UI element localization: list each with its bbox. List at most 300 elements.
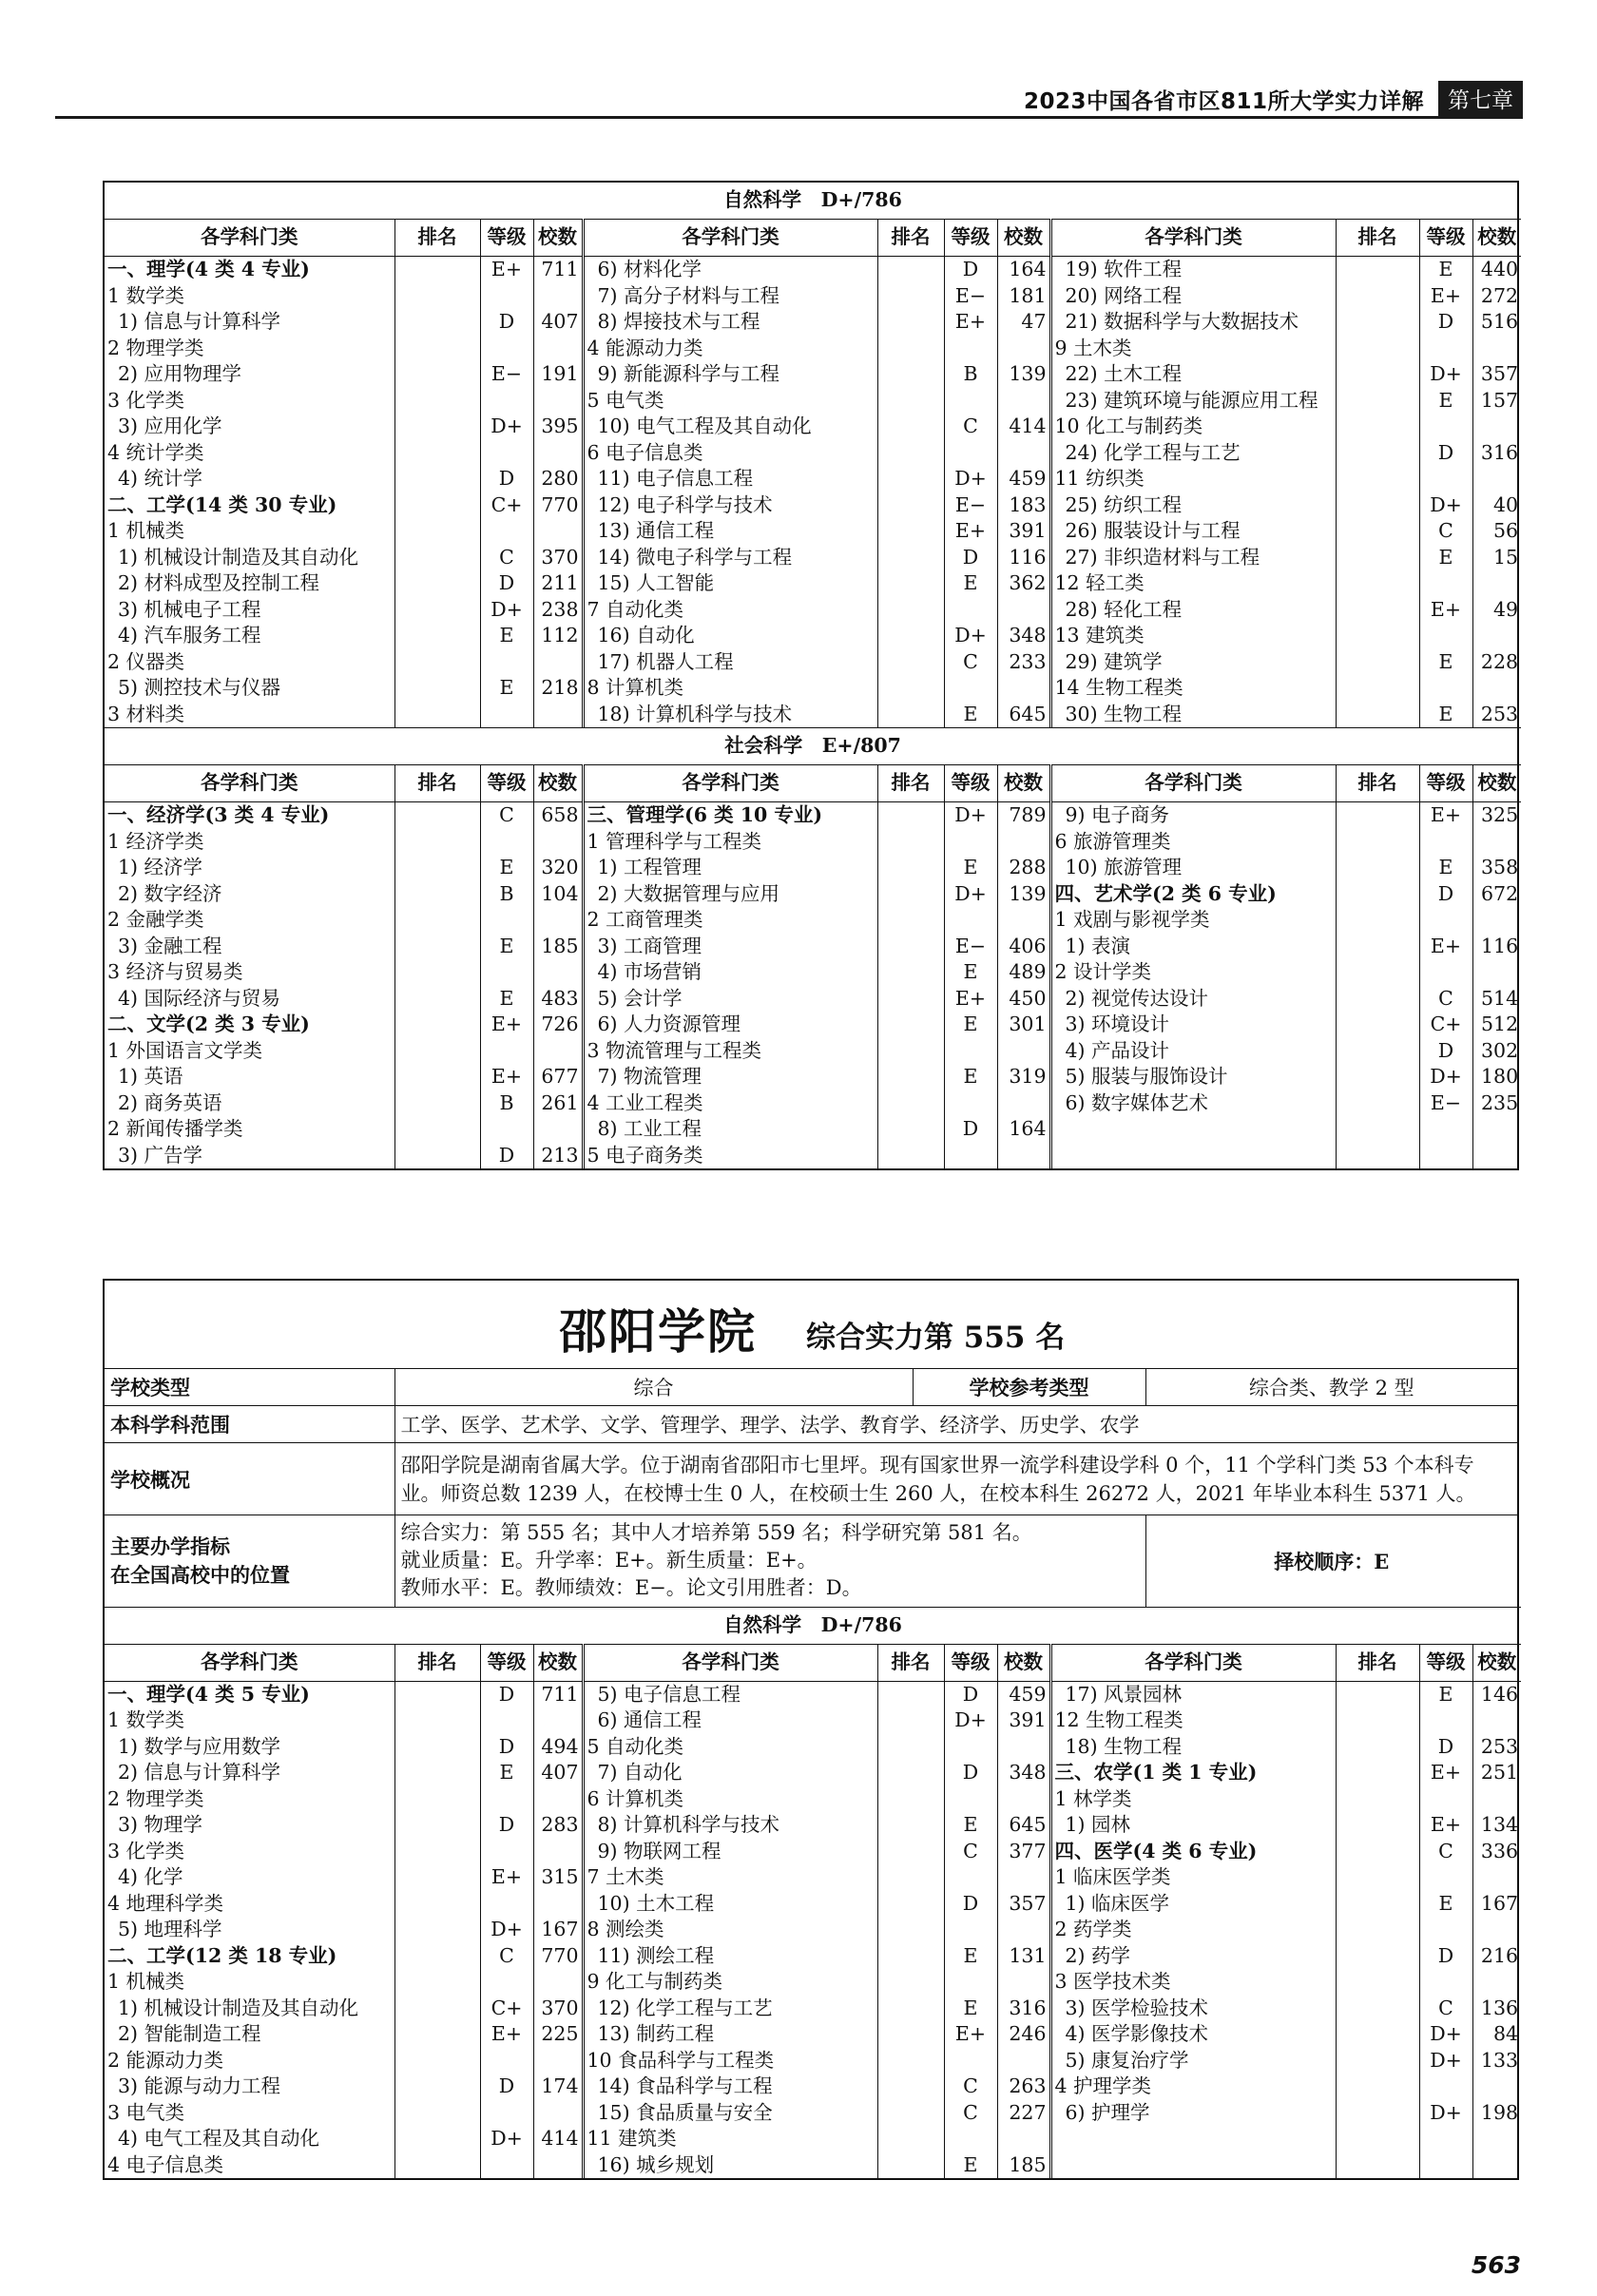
school-count-cell: 84 xyxy=(1472,2021,1521,2048)
grade-cell: D xyxy=(1419,1038,1472,1065)
grade-cell: E+ xyxy=(1419,1812,1472,1839)
ref-type-value: 综合类、教学 2 型 xyxy=(1145,1369,1517,1406)
subject-name: 7) 高分子材料与工程 xyxy=(583,283,877,310)
grade-cell: E+ xyxy=(944,2021,997,2048)
grade-cell: E xyxy=(944,2152,997,2179)
table-row xyxy=(105,1839,1521,1865)
school-count-cell: 370 xyxy=(533,545,583,571)
subject-name xyxy=(1050,2126,1336,2152)
grade-cell: E xyxy=(1419,545,1472,571)
subject-name: 10) 电气工程及其自动化 xyxy=(583,414,877,440)
rank-cell xyxy=(394,1812,480,1839)
school-count-cell: 139 xyxy=(997,881,1050,908)
rank-cell xyxy=(1336,2100,1419,2127)
rank-cell xyxy=(1336,570,1419,597)
subject-name: 2) 应用物理学 xyxy=(118,362,242,385)
column-header-grade: 等级 xyxy=(1419,220,1472,257)
column-header-category: 各学科门类 xyxy=(105,765,394,802)
grade-cell: E+ xyxy=(944,309,997,336)
subject-name: 三、农学(1 类 1 专业) xyxy=(1050,1760,1336,1786)
school-count-cell xyxy=(1472,1864,1521,1891)
rank-cell xyxy=(1336,802,1419,829)
rank-cell xyxy=(1336,414,1419,440)
grade-cell xyxy=(944,597,997,624)
grade-cell: E+ xyxy=(480,257,533,283)
subject-name: 2 新闻传播学类 xyxy=(107,1117,243,1140)
rank-cell xyxy=(877,492,944,519)
grade-cell xyxy=(480,1839,533,1865)
grade-cell: D+ xyxy=(1419,1064,1472,1090)
grade-cell: E+ xyxy=(480,1864,533,1891)
rank-cell xyxy=(877,2126,944,2152)
grade-cell: E xyxy=(944,570,997,597)
table-row xyxy=(105,361,1521,388)
rank-cell xyxy=(877,2074,944,2100)
rank-cell xyxy=(394,545,480,571)
rank-cell xyxy=(394,1681,480,1708)
school-count-cell: 770 xyxy=(533,1943,583,1970)
subject-name: 12) 化学工程与工艺 xyxy=(583,1996,877,2022)
grade-cell xyxy=(1419,2152,1472,2179)
rank-cell xyxy=(877,1734,944,1761)
grade-cell: C xyxy=(480,1943,533,1970)
rank-cell xyxy=(877,1760,944,1786)
rank-cell xyxy=(1336,1917,1419,1943)
grade-cell: D xyxy=(1419,440,1472,467)
header-rule xyxy=(55,116,1523,119)
grade-cell: D xyxy=(480,2074,533,2100)
school-count-cell: 233 xyxy=(997,649,1050,676)
grade-cell xyxy=(944,388,997,415)
indicator-line-1: 综合实力：第 555 名；其中人才培养第 559 名；科学研究第 581 名。 xyxy=(400,1521,1032,1545)
previous-university-table xyxy=(103,181,1519,1170)
rank-cell xyxy=(394,907,480,934)
grade-cell xyxy=(944,440,997,467)
subject-name: 8 计算机类 xyxy=(583,675,877,702)
grade-cell: C xyxy=(1419,1839,1472,1865)
rank-cell xyxy=(1336,907,1419,934)
subject-name: 3 化学类 xyxy=(107,1839,185,1862)
table-row xyxy=(105,802,1521,829)
school-count-cell xyxy=(533,283,583,310)
grade-cell xyxy=(1419,1116,1472,1143)
column-header-category: 各学科门类 xyxy=(1050,765,1336,802)
school-count-cell: 251 xyxy=(1472,1760,1521,1786)
subject-name: 1 机械类 xyxy=(107,1970,185,1993)
table-row xyxy=(105,597,1521,624)
grade-cell xyxy=(1419,336,1472,362)
school-count-cell xyxy=(997,1917,1050,1943)
school-count-cell xyxy=(533,2100,583,2127)
subject-name: 3) 环境设计 xyxy=(1050,1012,1336,1038)
rank-cell xyxy=(1336,959,1419,986)
school-count-cell: 40 xyxy=(1472,492,1521,519)
subject-name: 7) 自动化 xyxy=(583,1760,877,1786)
rank-cell xyxy=(1336,518,1419,545)
subject-name: 3) 工商管理 xyxy=(583,934,877,960)
rank-cell xyxy=(1336,1943,1419,1970)
subject-name: 23) 建筑环境与能源应用工程 xyxy=(1050,388,1336,415)
table-body xyxy=(105,257,1521,728)
subject-name: 5) 服装与服饰设计 xyxy=(1050,1064,1336,1090)
indicator-line-3: 教师水平：E。教师绩效：E−。论文引用胜者：D。 xyxy=(400,1576,862,1600)
school-count-cell: 131 xyxy=(997,1943,1050,1970)
grade-cell: D+ xyxy=(1419,2100,1472,2127)
subject-name: 2 能源动力类 xyxy=(107,2048,224,2072)
rank-cell xyxy=(394,675,480,702)
rank-cell xyxy=(877,2100,944,2127)
subject-name: 2) 智能制造工程 xyxy=(118,2022,261,2045)
rank-cell xyxy=(394,1839,480,1865)
rank-cell xyxy=(1336,2126,1419,2152)
grade-cell: E− xyxy=(944,934,997,960)
subject-name: 4 护理学类 xyxy=(1050,2074,1336,2100)
school-count-cell: 185 xyxy=(997,2152,1050,2179)
subject-name: 4) 医学影像技术 xyxy=(1050,2021,1336,2048)
grade-cell: D+ xyxy=(944,623,997,649)
school-count-cell xyxy=(1472,466,1521,492)
subject-name: 3) 机械电子工程 xyxy=(118,597,261,621)
column-header-rank: 排名 xyxy=(877,1644,944,1681)
subject-name: 24) 化学工程与工艺 xyxy=(1050,440,1336,467)
subject-name: 10 化工与制药类 xyxy=(1050,414,1336,440)
subject-name: 18) 计算机科学与技术 xyxy=(583,702,877,728)
grade-cell: D+ xyxy=(480,2126,533,2152)
table-row xyxy=(105,829,1521,856)
grade-cell: C xyxy=(1419,986,1472,1013)
table-row xyxy=(105,934,1521,960)
school-count-cell: 711 xyxy=(533,257,583,283)
table-body xyxy=(105,802,1521,1169)
school-count-cell: 167 xyxy=(1472,1891,1521,1918)
rank-cell xyxy=(394,361,480,388)
school-count-cell: 302 xyxy=(1472,1038,1521,1065)
school-count-cell: 238 xyxy=(533,597,583,624)
subject-name: 9) 电子商务 xyxy=(1050,802,1336,829)
rank-cell xyxy=(1336,492,1419,519)
school-count-cell: 319 xyxy=(997,1064,1050,1090)
rank-cell xyxy=(394,855,480,881)
school-count-cell: 320 xyxy=(533,855,583,881)
subject-name: 一、理学(4 类 4 专业) xyxy=(107,258,310,280)
rank-cell xyxy=(1336,1864,1419,1891)
rank-cell xyxy=(1336,649,1419,676)
rank-cell xyxy=(1336,1708,1419,1734)
column-header-count: 校数 xyxy=(533,220,583,257)
rank-cell xyxy=(1336,257,1419,283)
column-header-rank: 排名 xyxy=(1336,765,1419,802)
grade-cell xyxy=(1419,2074,1472,2100)
table-row xyxy=(105,959,1521,986)
rank-cell xyxy=(394,2100,480,2127)
table-row xyxy=(105,440,1521,467)
rank-cell xyxy=(877,959,944,986)
subject-name: 6) 护理学 xyxy=(1050,2100,1336,2127)
column-header-count: 校数 xyxy=(997,765,1050,802)
school-count-cell: 112 xyxy=(533,623,583,649)
rank-cell xyxy=(877,361,944,388)
school-count-cell xyxy=(1472,414,1521,440)
school-count-cell: 283 xyxy=(533,1812,583,1839)
grade-cell: E xyxy=(944,702,997,728)
subject-name: 12 轻工类 xyxy=(1050,570,1336,597)
column-header-rank: 排名 xyxy=(877,765,944,802)
subject-name: 二、工学(12 类 18 专业) xyxy=(107,1943,337,1967)
school-count-cell xyxy=(533,1038,583,1065)
table-row xyxy=(105,2100,1521,2127)
school-count-cell xyxy=(997,336,1050,362)
column-header-grade: 等级 xyxy=(944,765,997,802)
school-count-cell: 377 xyxy=(997,1839,1050,1865)
rank-cell xyxy=(394,934,480,960)
school-count-cell xyxy=(997,2126,1050,2152)
subject-name: 11) 电子信息工程 xyxy=(583,466,877,492)
subject-name: 一、理学(4 类 5 专业) xyxy=(107,1682,310,1706)
rank-cell xyxy=(1336,388,1419,415)
school-count-cell: 336 xyxy=(1472,1839,1521,1865)
rank-cell xyxy=(877,1812,944,1839)
university-name: 邵阳学院 xyxy=(559,1303,757,1360)
grade-cell xyxy=(1419,907,1472,934)
rank-cell xyxy=(394,1969,480,1996)
subject-name: 1) 经济学 xyxy=(118,856,203,878)
grade-cell xyxy=(1419,2126,1472,2152)
subject-name: 5) 康复治疗学 xyxy=(1050,2048,1336,2074)
table-row xyxy=(105,907,1521,934)
table-row xyxy=(105,309,1521,336)
grade-cell xyxy=(944,2126,997,2152)
grade-cell: E xyxy=(944,1943,997,1970)
column-header-grade: 等级 xyxy=(480,765,533,802)
school-count-cell: 47 xyxy=(997,309,1050,336)
school-count-cell xyxy=(997,2048,1050,2074)
table-row xyxy=(105,1116,1521,1143)
subject-name: 9) 物联网工程 xyxy=(583,1839,877,1865)
school-count-cell xyxy=(533,1116,583,1143)
rank-cell xyxy=(1336,283,1419,310)
table-row xyxy=(105,414,1521,440)
school-count-cell: 395 xyxy=(533,414,583,440)
table-row xyxy=(105,466,1521,492)
grade-cell xyxy=(1419,1864,1472,1891)
rank-cell xyxy=(394,802,480,829)
rank-cell xyxy=(394,309,480,336)
university-natural-science-table xyxy=(105,1607,1521,2179)
grade-cell: D xyxy=(480,1143,533,1169)
subject-name: 1 临床医学类 xyxy=(1050,1864,1336,1891)
rank-cell xyxy=(1336,1839,1419,1865)
type-value: 综合 xyxy=(394,1369,913,1406)
subject-name: 5) 测控技术与仪器 xyxy=(118,676,281,699)
rank-cell xyxy=(394,1996,480,2022)
grade-cell xyxy=(480,518,533,545)
school-count-cell: 253 xyxy=(1472,702,1521,728)
rank-cell xyxy=(1336,1038,1419,1065)
school-count-cell: 414 xyxy=(997,414,1050,440)
subject-name: 11) 测绘工程 xyxy=(583,1943,877,1970)
grade-cell: E xyxy=(1419,649,1472,676)
subject-name: 3) 物理学 xyxy=(118,1813,203,1836)
subject-name: 1 经济学类 xyxy=(107,829,204,853)
subject-name: 4) 电气工程及其自动化 xyxy=(118,2127,320,2150)
rank-cell xyxy=(1336,2074,1419,2100)
column-header-grade: 等级 xyxy=(480,220,533,257)
school-count-cell: 391 xyxy=(997,1708,1050,1734)
grade-cell xyxy=(480,2152,533,2179)
rank-cell xyxy=(1336,545,1419,571)
rank-cell xyxy=(1336,1734,1419,1761)
grade-cell xyxy=(1419,414,1472,440)
subject-name: 2 物理学类 xyxy=(107,1786,204,1810)
grade-cell xyxy=(944,1090,997,1117)
subject-name: 8) 计算机科学与技术 xyxy=(583,1812,877,1839)
column-header-grade: 等级 xyxy=(1419,1644,1472,1681)
subject-name: 1 数学类 xyxy=(107,1708,185,1731)
rank-cell xyxy=(877,2152,944,2179)
school-count-cell: 514 xyxy=(1472,986,1521,1013)
social-science-band: 社会科学 E+/807 xyxy=(105,728,1521,765)
subject-name: 1 林学类 xyxy=(1050,1786,1336,1813)
grade-cell xyxy=(1419,1143,1472,1169)
school-count-cell: 15 xyxy=(1472,545,1521,571)
subject-name: 二、文学(2 类 3 专业) xyxy=(107,1013,310,1035)
grade-cell: E xyxy=(944,1012,997,1038)
school-count-cell: 288 xyxy=(997,855,1050,881)
grade-cell: D xyxy=(480,1734,533,1761)
school-count-cell: 280 xyxy=(533,466,583,492)
grade-cell xyxy=(944,675,997,702)
subject-name: 3 经济与贸易类 xyxy=(107,960,243,983)
school-count-cell: 198 xyxy=(1472,2100,1521,2127)
column-header-rank: 排名 xyxy=(877,220,944,257)
rank-cell xyxy=(877,881,944,908)
subject-name: 10) 土木工程 xyxy=(583,1891,877,1918)
table-row xyxy=(105,1012,1521,1038)
column-header-count: 校数 xyxy=(533,765,583,802)
subject-name: 7) 物流管理 xyxy=(583,1064,877,1090)
natural-science-band: 自然科学 D+/786 xyxy=(105,1607,1521,1644)
rank-cell xyxy=(394,2074,480,2100)
grade-cell: D+ xyxy=(944,466,997,492)
rank-cell xyxy=(394,518,480,545)
subject-name: 2) 大数据管理与应用 xyxy=(583,881,877,908)
subject-name: 1 戏剧与影视学类 xyxy=(1050,907,1336,934)
school-count-cell xyxy=(533,336,583,362)
subject-name: 1) 园林 xyxy=(1050,1812,1336,1839)
rank-cell xyxy=(394,492,480,519)
column-header-rank: 排名 xyxy=(394,1644,480,1681)
grade-cell: E xyxy=(944,1996,997,2022)
grade-cell: D xyxy=(1419,881,1472,908)
rank-cell xyxy=(394,1012,480,1038)
school-count-cell: 370 xyxy=(533,1996,583,2022)
school-count-cell: 104 xyxy=(533,881,583,908)
school-count-cell xyxy=(997,1734,1050,1761)
rank-cell xyxy=(394,2126,480,2152)
subject-name: 4 电子信息类 xyxy=(107,2152,224,2176)
column-header-count: 校数 xyxy=(533,1644,583,1681)
rank-cell xyxy=(877,1064,944,1090)
table-row xyxy=(105,1760,1521,1786)
subject-name: 1 管理科学与工程类 xyxy=(583,829,877,856)
grade-cell: E− xyxy=(480,361,533,388)
indicator-line-2: 就业质量：E。升学率：E+。新生质量：E+。 xyxy=(400,1549,818,1572)
school-count-cell: 407 xyxy=(533,1760,583,1786)
university-header xyxy=(105,1281,1517,1369)
subject-name: 5) 会计学 xyxy=(583,986,877,1013)
grade-cell: D xyxy=(480,570,533,597)
choice-order: 择校顺序：E xyxy=(1145,1515,1517,1607)
rank-cell xyxy=(877,388,944,415)
column-header-category: 各学科门类 xyxy=(583,1644,877,1681)
rank-cell xyxy=(877,802,944,829)
column-header-row xyxy=(105,765,1521,802)
grade-cell: E+ xyxy=(944,518,997,545)
grade-cell: E+ xyxy=(480,1064,533,1090)
grade-cell: E xyxy=(944,959,997,986)
subject-name: 13) 通信工程 xyxy=(583,518,877,545)
rank-cell xyxy=(877,570,944,597)
subject-name: 3) 能源与动力工程 xyxy=(118,2074,281,2097)
grade-cell: E xyxy=(480,934,533,960)
grade-cell xyxy=(480,336,533,362)
subject-name: 1) 信息与计算科学 xyxy=(118,310,281,333)
rank-cell xyxy=(394,1143,480,1169)
rank-cell xyxy=(394,881,480,908)
subject-name: 二、工学(14 类 30 专业) xyxy=(107,492,337,516)
rank-cell xyxy=(877,855,944,881)
subject-name: 1 外国语言文学类 xyxy=(107,1038,263,1062)
rank-cell xyxy=(394,1917,480,1943)
grade-cell: D xyxy=(480,309,533,336)
grade-cell: E+ xyxy=(1419,1760,1472,1786)
subject-name: 14) 微电子科学与工程 xyxy=(583,545,877,571)
subject-name: 19) 软件工程 xyxy=(1050,257,1336,283)
subject-name: 2 金融学类 xyxy=(107,908,204,931)
school-count-cell: 316 xyxy=(997,1996,1050,2022)
school-count-cell: 301 xyxy=(997,1012,1050,1038)
rank-cell xyxy=(394,1064,480,1090)
rank-cell xyxy=(1336,1116,1419,1143)
rank-cell xyxy=(877,545,944,571)
subject-name: 27) 非织造材料与工程 xyxy=(1050,545,1336,571)
grade-cell xyxy=(944,1917,997,1943)
school-count-cell xyxy=(533,440,583,467)
grade-cell: E xyxy=(944,1064,997,1090)
column-header-grade: 等级 xyxy=(1419,765,1472,802)
rank-cell xyxy=(394,2021,480,2048)
grade-cell xyxy=(944,1864,997,1891)
subject-name: 4) 化学 xyxy=(118,1865,183,1888)
subject-name: 4 工业工程类 xyxy=(583,1090,877,1117)
rank-cell xyxy=(1336,623,1419,649)
grade-cell: D+ xyxy=(1419,2021,1472,2048)
table-row xyxy=(105,2152,1521,2179)
school-count-cell: 134 xyxy=(1472,1812,1521,1839)
school-count-cell xyxy=(533,829,583,856)
school-count-cell: 315 xyxy=(533,1864,583,1891)
column-header-count: 校数 xyxy=(997,1644,1050,1681)
rank-cell xyxy=(394,1116,480,1143)
subject-name: 2) 药学 xyxy=(1050,1943,1336,1970)
grade-cell: E− xyxy=(944,492,997,519)
school-count-cell: 357 xyxy=(1472,361,1521,388)
school-count-cell xyxy=(997,597,1050,624)
school-count-cell: 407 xyxy=(533,309,583,336)
rank-cell xyxy=(877,257,944,283)
rank-cell xyxy=(1336,440,1419,467)
subject-name: 22) 土木工程 xyxy=(1050,361,1336,388)
